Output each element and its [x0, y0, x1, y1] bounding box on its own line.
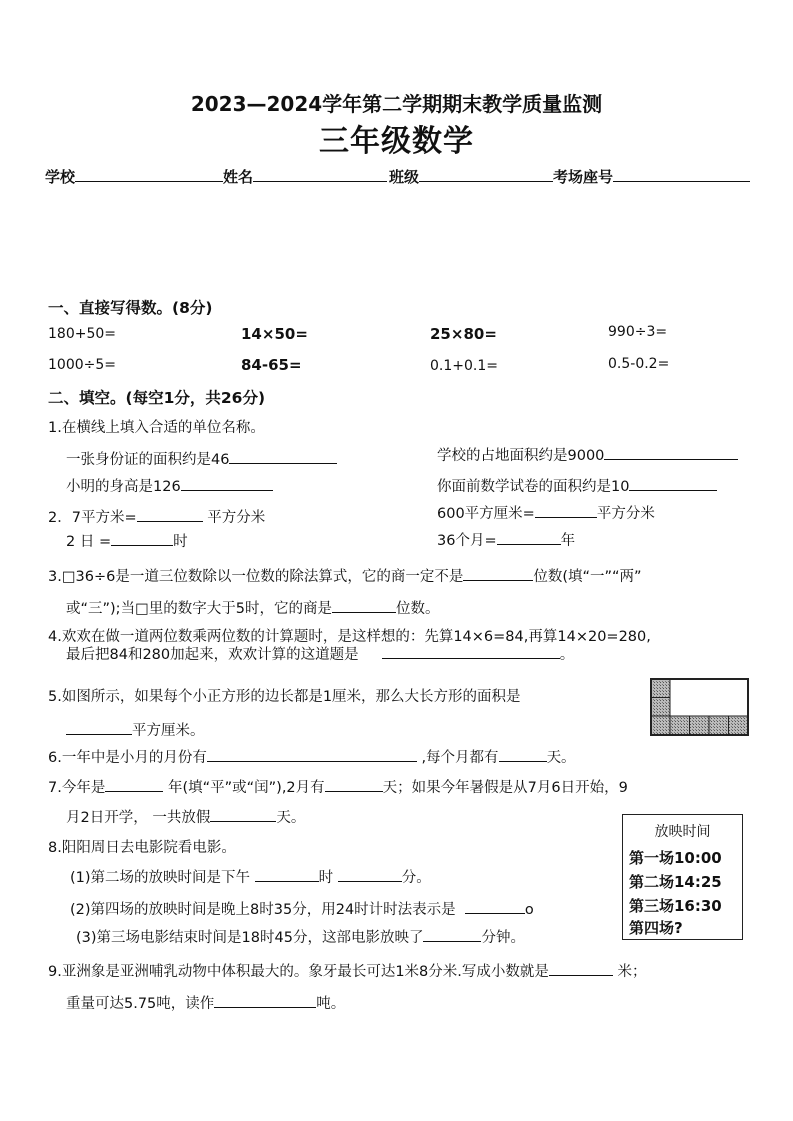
answer-blank[interactable]	[382, 644, 560, 659]
schedule-row: 第二场14:25	[629, 873, 722, 891]
q4-line2: 最后把84和280加起来，欢欢计算的这道题是 。	[66, 643, 574, 664]
q4-line1: 4.欢欢在做一道两位数乘两位数的计算题时，是这样想的：先算14×6=84,再算14×20=280,	[48, 629, 651, 645]
answer-blank[interactable]	[465, 899, 525, 914]
answer-blank[interactable]	[325, 777, 383, 792]
schedule-row: 第一场10:00	[629, 849, 722, 867]
calc-item: 1000÷5=	[48, 357, 116, 373]
q2-b: 600平方厘米= 平方分米	[437, 502, 655, 523]
field-label: 姓名	[223, 168, 254, 186]
q5-line1: 5.如图所示，如果每个小正方形的边长都是1厘米，那么大长方形的面积是	[48, 689, 521, 705]
field-name[interactable]	[223, 166, 387, 187]
answer-blank[interactable]	[229, 449, 337, 464]
q1-b: 学校的占地面积约是9000	[437, 444, 738, 465]
field-label: 班级	[389, 168, 420, 186]
answer-blank[interactable]	[629, 476, 717, 491]
rectangle-figure	[650, 678, 749, 736]
field-class[interactable]	[389, 166, 553, 187]
answer-blank[interactable]	[214, 993, 316, 1008]
answer-blank[interactable]	[497, 530, 561, 545]
q8-sub3: (3)第三场电影结束时间是18时45分，这部电影放映了 分钟。	[76, 926, 525, 947]
q2-c: 2 日 = 时	[66, 530, 188, 551]
movie-schedule-box	[622, 814, 743, 940]
q9-line2: 重量可达5.75吨，读作 吨。	[66, 992, 345, 1013]
q2-d: 36个月= 年	[437, 529, 575, 550]
answer-blank[interactable]	[423, 927, 481, 942]
answer-blank[interactable]	[210, 807, 276, 822]
answer-blank[interactable]	[207, 747, 417, 762]
answer-blank[interactable]	[137, 507, 203, 522]
answer-blank[interactable]	[181, 476, 273, 491]
q9-line1: 9.亚洲象是亚洲哺乳动物中体积最大的。象牙最长可达1米8分米.写成小数就是 米；	[48, 960, 647, 981]
answer-blank[interactable]	[499, 747, 547, 762]
subject-title: 三年级数学	[319, 124, 474, 159]
exam-title: 2023—2024学年第二学期期末教学质量监测	[190, 92, 603, 116]
q7-line1: 7.今年是 年(填“平”或“闰”),2月有 天；如果今年暑假是从7月6日开始，9	[48, 776, 628, 797]
calc-item: 0.1+0.1=	[430, 358, 498, 374]
answer-blank[interactable]	[66, 720, 132, 735]
q1-d: 你面前数学试卷的面积约是10	[437, 475, 717, 496]
field-label: 学校	[45, 168, 76, 186]
answer-blank[interactable]	[338, 867, 402, 882]
q3-line2: 或“三”);当□里的数字大于5时，它的商是 位数。	[66, 597, 440, 618]
q8-sub1: (1)第二场的放映时间是下午 时 分。	[70, 866, 431, 887]
calc-item: 0.5-0.2=	[608, 356, 670, 372]
schedule-title: 放映时间	[654, 824, 711, 840]
answer-blank[interactable]	[463, 566, 533, 581]
schedule-row: 第三场16:30	[629, 897, 722, 915]
section1-heading: 一、直接写得数。(8分)	[48, 299, 213, 317]
q1-stem: 1.在横线上填入合适的单位名称。	[48, 420, 265, 436]
q2-a: 2．7平方米= 平方分米	[48, 506, 265, 527]
q7-line2: 月2日开学， 一共放假 天。	[66, 806, 305, 827]
calc-item: 84-65=	[241, 356, 302, 374]
field-school[interactable]	[45, 166, 223, 187]
q5-line2: 平方厘米。	[66, 719, 205, 740]
section2-heading: 二、填空。(每空1分，共26分)	[48, 389, 266, 407]
answer-blank[interactable]	[535, 503, 597, 518]
calc-item: 990÷3=	[608, 324, 668, 340]
answer-blank[interactable]	[111, 531, 173, 546]
q1-c: 小明的身高是126	[66, 475, 273, 496]
q6: 6.一年中是小月的月份有 ,每个月都有 天。	[48, 746, 576, 767]
q1-a: 一张身份证的面积约是46	[66, 448, 337, 469]
answer-blank[interactable]	[332, 598, 396, 613]
calc-item: 180+50=	[48, 326, 116, 342]
field-seat[interactable]	[553, 166, 750, 187]
answer-blank[interactable]	[604, 445, 738, 460]
answer-blank[interactable]	[255, 867, 319, 882]
answer-blank[interactable]	[105, 777, 163, 792]
q3-line1: 3.□36÷6是一道三位数除以一位数的除法算式，它的商一定不是 位数(填“一”“两”	[48, 565, 642, 586]
field-label: 考场座号	[553, 168, 614, 186]
calc-item: 14×50=	[241, 325, 308, 343]
q8-sub2: (2)第四场的放映时间是晚上8时35分，用24时计时法表示是 o	[70, 898, 534, 919]
calc-item: 25×80=	[430, 325, 497, 343]
q8-stem: 8.阳阳周日去电影院看电影。	[48, 840, 236, 856]
answer-blank[interactable]	[549, 961, 613, 976]
schedule-row: 第四场?	[629, 919, 683, 937]
